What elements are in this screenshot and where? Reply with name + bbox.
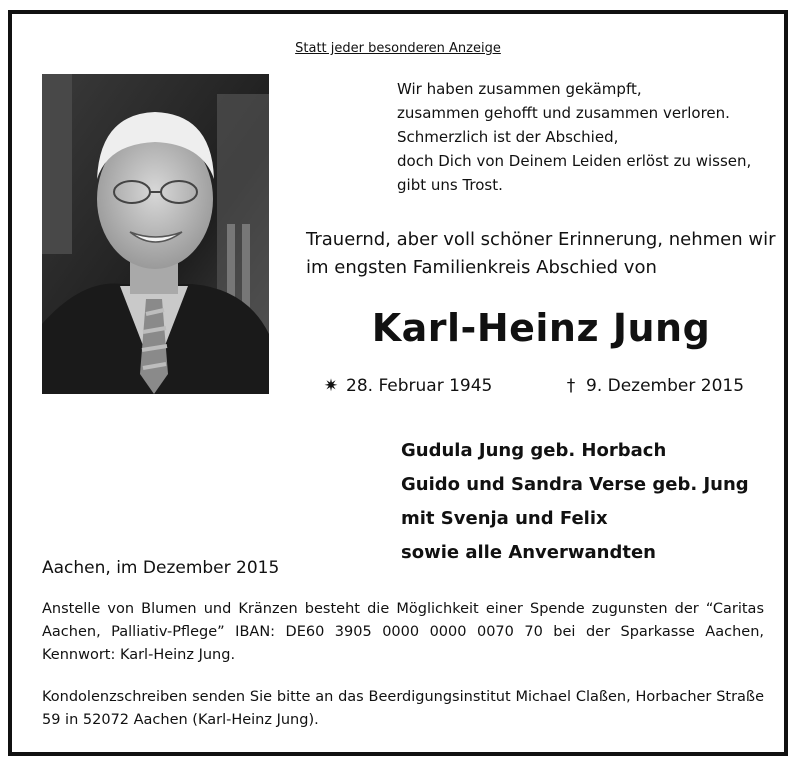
poem-line: Wir haben zusammen gekämpft, (397, 80, 642, 98)
portrait-illustration (42, 74, 269, 394)
intro-text (306, 226, 776, 282)
intro-line: im engsten Familienkreis Abschied von (306, 257, 657, 278)
poem-line: Schmerzlich ist der Abschied, (397, 128, 619, 146)
intro-line: Trauernd, aber voll schöner Erinnerung, nehmen wir (306, 229, 776, 250)
donation-paragraph: Anstelle von Blumen und Kränzen besteht die Möglichkeit einer Spende zugunsten der “Caritas Aachen, Palliativ-Pflege” IBAN: DE60 3905 0000 0000 0070 70 bei der Sparkasse Aachen, Kennwort: Karl-Heinz Jung. (42, 601, 764, 663)
birth-date-row (322, 376, 492, 396)
mourner-line: Guido und Sandra Verse geb. Jung (401, 474, 749, 495)
poem-line: doch Dich von Deinem Leiden erlöst zu wissen, (397, 152, 752, 170)
death-date-row (562, 376, 744, 396)
birth-date: 28. Februar 1945 (346, 376, 493, 396)
poem-line: zusammen gehofft und zusammen verloren. (397, 104, 730, 122)
poem-line: gibt uns Trost. (397, 176, 503, 194)
obituary-frame (8, 10, 788, 756)
mourner-line: mit Svenja und Felix (401, 508, 608, 529)
pre-title: Statt jeder besonderen Anzeige (295, 41, 501, 56)
cross-death-icon: † (566, 376, 576, 396)
star-birth-icon: ✷ (323, 376, 339, 396)
mourner-line: sowie alle Anverwandten (401, 542, 656, 563)
condolence-paragraph: Kondolenzschreiben senden Sie bitte an das Beerdigungsinstitut Michael Claßen, Horbacher Straße 59 in 52072 Aachen (Karl-Heinz Jung). (42, 689, 764, 728)
deceased-name: Karl-Heinz Jung (371, 306, 711, 350)
place-date: Aachen, im Dezember 2015 (42, 558, 280, 578)
mourners-list (401, 434, 781, 570)
portrait-photo (42, 74, 269, 394)
death-date: 9. Dezember 2015 (586, 376, 745, 396)
poem (397, 77, 777, 197)
mourner-line: Gudula Jung geb. Horbach (401, 440, 667, 461)
